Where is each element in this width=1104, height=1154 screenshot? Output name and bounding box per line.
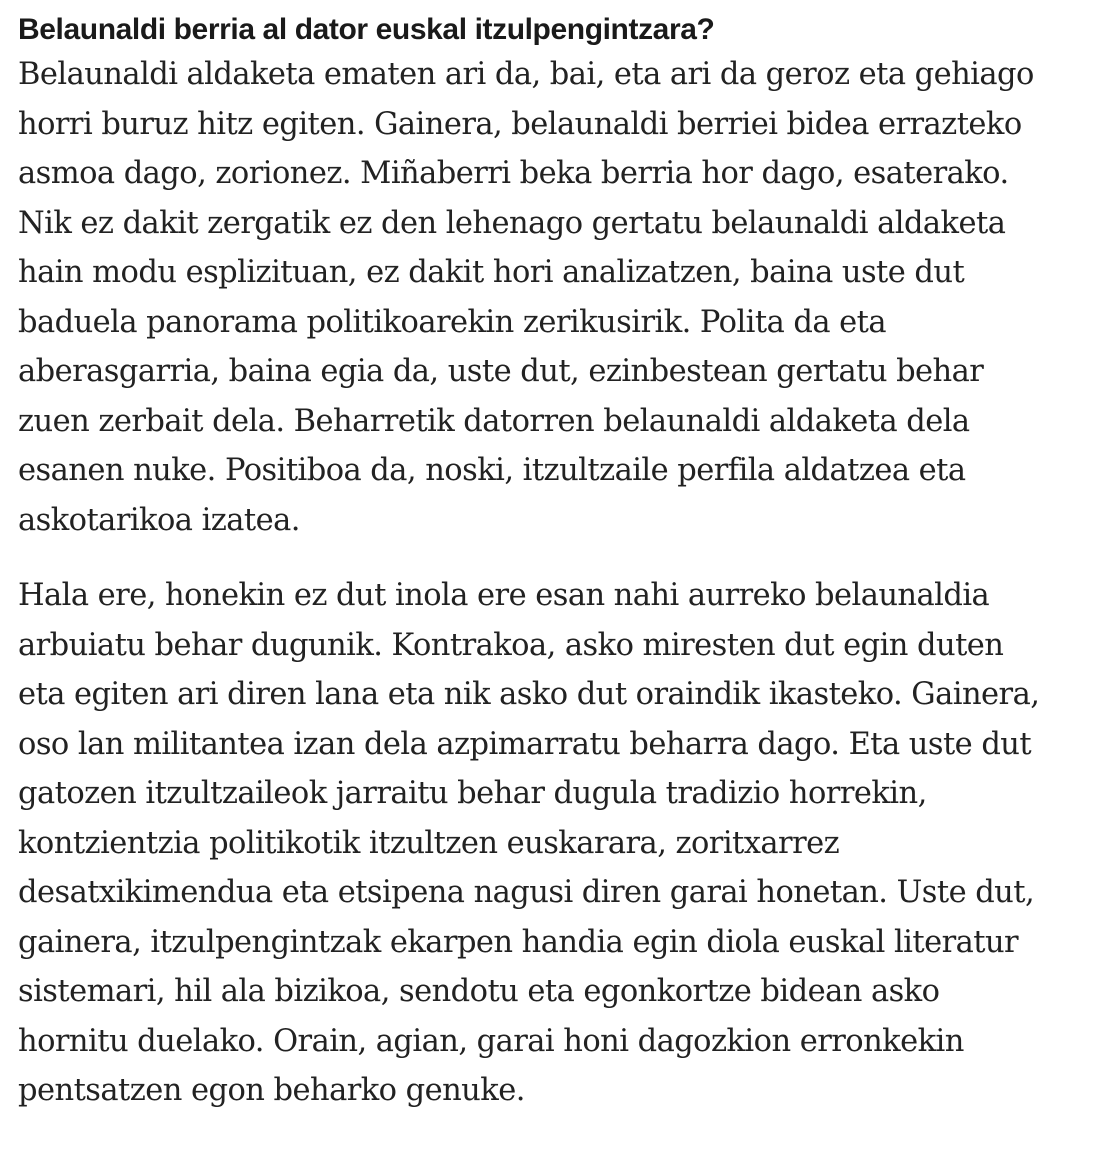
text-line: asmoa dago, zorionez. Miñaberri beka berria hor dago, esaterako.	[18, 156, 1009, 191]
text-line: askotarikoa izatea.	[18, 502, 300, 538]
text-line: horri buruz hitz egiten. Gainera, belaunaldi berriei bidea errazteko	[18, 106, 1022, 142]
article-heading: Belaunaldi berria al dator euskal itzulpengintzara?	[18, 13, 715, 46]
text-line: arbuiatu behar dugunik. Kontrakoa, asko miresten dut egin duten	[18, 627, 1004, 663]
text-line: hornitu duelako. Orain, agian, garai honi dagozkion erronkekin	[18, 1023, 964, 1059]
text-line: esanen nuke. Positiboa da, noski, itzultzaile perfila aldatzea eta	[18, 453, 966, 488]
text-line: aberasgarria, baina egia da, uste dut, ezinbestean gertatu behar	[18, 354, 984, 389]
text-line: sistemari, hil ala bizikoa, sendotu eta egonkortze bidean asko	[18, 974, 940, 1009]
text-line: Hala ere, honekin ez dut inola ere esan nahi aurreko belaunaldia	[18, 578, 990, 613]
article-paragraph-1	[18, 50, 1086, 545]
text-line: pentsatzen egon beharko genuke.	[18, 1073, 525, 1108]
article-paragraph-2	[18, 571, 1086, 1116]
text-line: Nik ez dakit zergatik ez den lehenago gertatu belaunaldi aldaketa	[18, 205, 1006, 241]
text-line: oso lan militantea izan dela azpimarratu beharra dago. Eta uste dut	[18, 726, 1032, 762]
text-line: kontzientzia politikotik itzultzen euskarara, zoritxarrez	[18, 825, 840, 861]
text-line: desatxikimendua eta etsipena nagusi diren garai honetan. Uste dut,	[18, 875, 1035, 910]
text-line: gatozen itzultzaileok jarraitu behar dugula tradizio horrekin,	[18, 776, 927, 811]
text-line: Belaunaldi aldaketa ematen ari da, bai, eta ari da geroz eta gehiago	[18, 57, 1034, 92]
text-line: zuen zerbait dela. Beharretik datorren belaunaldi aldaketa dela	[18, 403, 970, 439]
text-line: baduela panorama politikoarekin zerikusirik. Polita da eta	[18, 304, 886, 340]
text-line: hain modu esplizituan, ez dakit hori analizatzen, baina uste dut	[18, 255, 965, 290]
text-line: eta egiten ari diren lana eta nik asko dut oraindik ikasteko. Gainera,	[18, 677, 1040, 712]
text-line: gainera, itzulpengintzak ekarpen handia egin diola euskal literatur	[18, 924, 1019, 960]
